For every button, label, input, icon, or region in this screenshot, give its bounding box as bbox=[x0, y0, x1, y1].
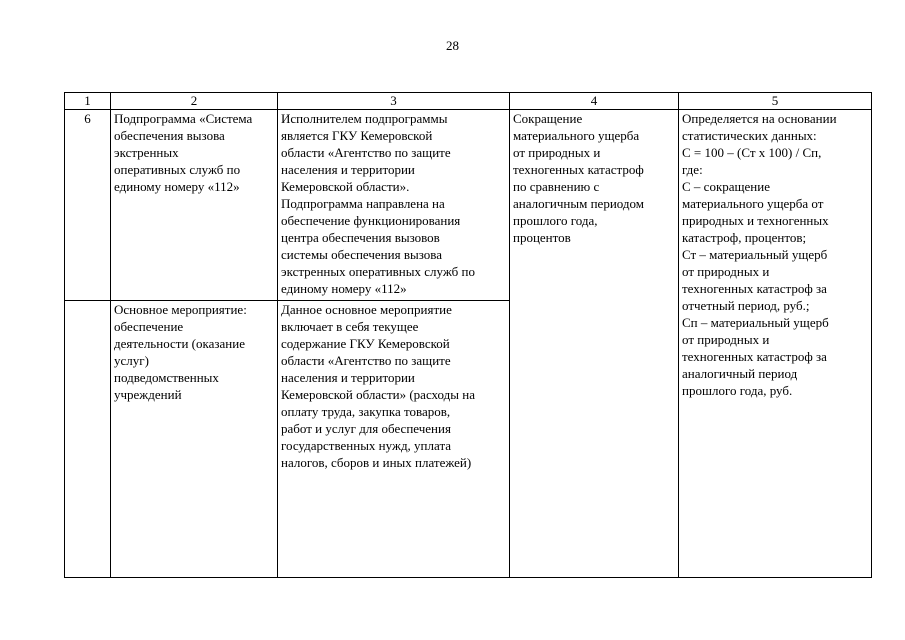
calculation-method-cell: Определяется на основании статистических данных: С = 100 – (Ст х 100) / Сп, где: С – сокращение материального ущерба от природных и техногенных катастроф, процентов; Ст – материальный ущерб от природных и техногенных катастроф за отчетный период, руб.; Сп – материальный ущерб от природных и техногенных катастроф за аналогичный период прошлого года, руб. bbox=[679, 110, 872, 578]
table-row-subprogram bbox=[65, 110, 872, 301]
table-header-row bbox=[65, 93, 872, 110]
row-number-cell-empty bbox=[65, 301, 111, 578]
header-cell-col-4: 4 bbox=[510, 93, 679, 110]
subprogram-name-cell: Подпрограмма «Система обеспечения вызова экстренных оперативных служб по единому номеру «112» bbox=[111, 110, 278, 301]
header-cell-col-2: 2 bbox=[111, 93, 278, 110]
header-cell-col-1: 1 bbox=[65, 93, 111, 110]
program-table bbox=[64, 92, 872, 578]
indicator-name-cell: Сокращение материального ущерба от природных и техногенных катастроф по сравнению с аналогичным периодом прошлого года, процентов bbox=[510, 110, 679, 578]
page-number: 28 bbox=[446, 38, 459, 53]
row-number-cell: 6 bbox=[65, 110, 111, 301]
header-cell-col-3: 3 bbox=[278, 93, 510, 110]
subprogram-description-cell: Исполнителем подпрограммы является ГКУ Кемеровской области «Агентство по защите населения и территории Кемеровской области». Подпрограмма направлена на обеспечение функционирования центра обеспечения вызовов системы обеспечения вызова экстренных оперативных служб по единому номеру «112» bbox=[278, 110, 510, 301]
activity-name-cell: Основное мероприятие: обеспечение деятельности (оказание услуг) подведомственных учреждений bbox=[111, 301, 278, 578]
header-cell-col-5: 5 bbox=[679, 93, 872, 110]
activity-description-cell: Данное основное мероприятие включает в себя текущее содержание ГКУ Кемеровской области «Агентство по защите населения и территории Кемеровской области» (расходы на оплату труда, закупка товаров, работ и услуг для обеспечения государственных нужд, уплата налогов, сборов и иных платежей) bbox=[278, 301, 510, 578]
